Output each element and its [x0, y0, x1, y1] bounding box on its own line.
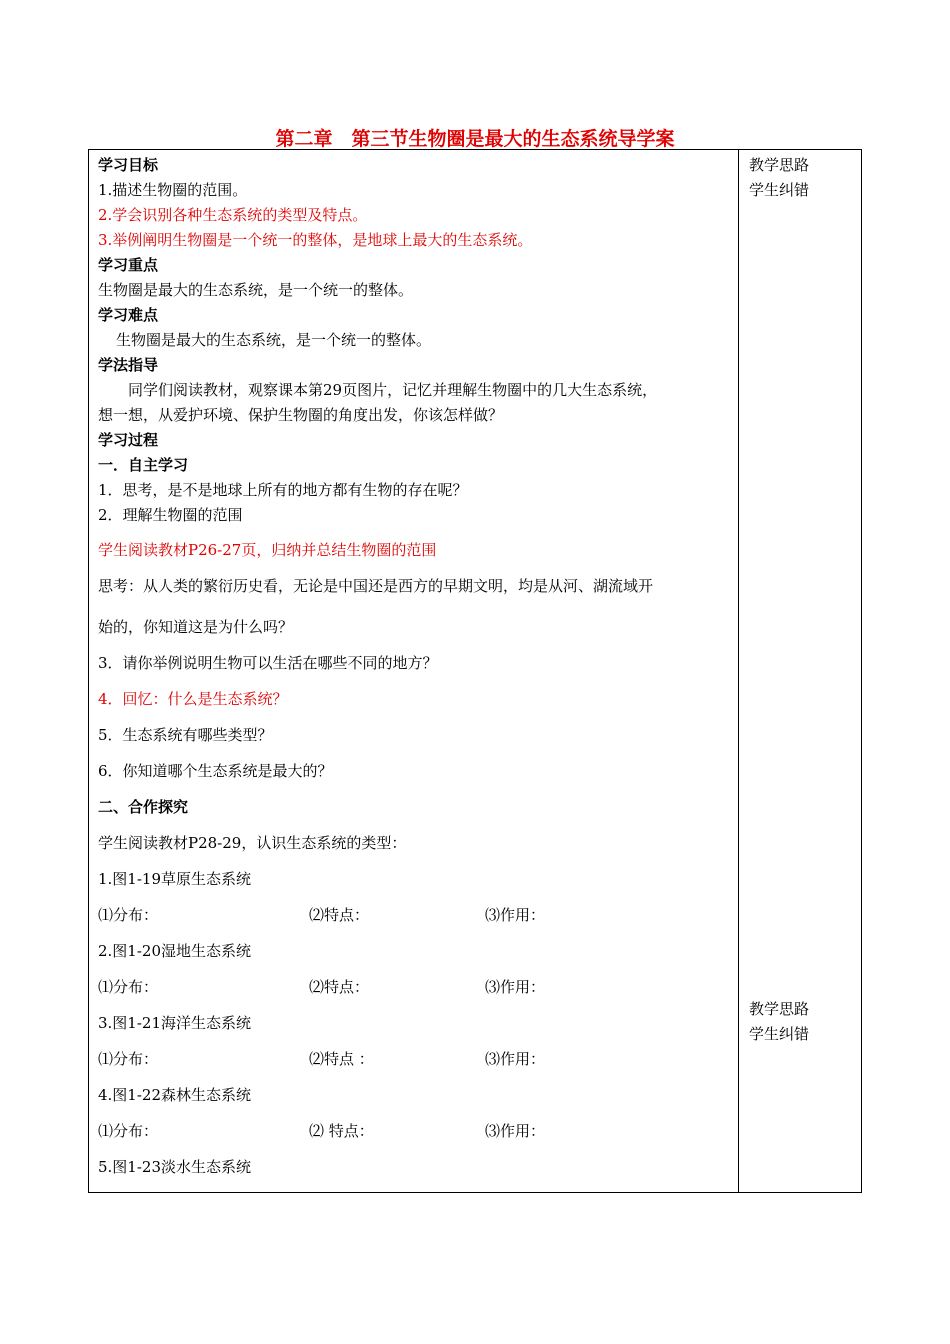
content-table	[88, 149, 862, 1193]
side-note-top	[749, 153, 809, 203]
ecosystem-wetland: 2.图1-20湿地生态系统	[98, 942, 252, 960]
field-distribution: ⑴分布：	[98, 1122, 159, 1140]
heading-cooperative-inquiry: 二、合作探究	[98, 798, 189, 816]
question-6: 6．你知道哪个生态系统是最大的？	[98, 762, 333, 780]
heading-study-guide: 学法指导	[98, 356, 159, 374]
objective-1: 1.描述生物圈的范围。	[98, 181, 248, 199]
question-3: 3．请你举例说明生物可以生活在哪些不同的地方？	[98, 654, 438, 672]
objective-3: 3.举例阐明生物圈是一个统一的整体，是地球上最大的生态系统。	[98, 231, 533, 249]
field-features: ⑵特点 ：	[309, 1050, 374, 1068]
heading-learning-objectives: 学习目标	[98, 156, 159, 174]
heading-difficulties: 学习难点	[98, 306, 159, 324]
side-note-bottom	[749, 997, 809, 1047]
field-distribution: ⑴分布：	[98, 1050, 159, 1068]
study-guide-line-1: 同学们阅读教材，观察课本第29页图片，记忆并理解生物圈中的几大生态系统，	[128, 381, 658, 399]
side-note-teaching-idea: 教学思路	[749, 156, 810, 174]
question-2: 2．理解生物圈的范围	[98, 506, 243, 524]
side-note-student-correction: 学生纠错	[749, 181, 810, 199]
ecosystem-grassland: 1.图1-19草原生态系统	[98, 870, 252, 888]
field-features: ⑵特点：	[309, 978, 370, 996]
side-note-student-correction: 学生纠错	[749, 1025, 810, 1043]
ecosystem-forest: 4.图1-22森林生态系统	[98, 1086, 252, 1104]
question-1: 1．思考，是不是地球上所有的地方都有生物的存在呢？	[98, 481, 468, 499]
study-guide-line-2: 想一想，从爱护环境、保护生物圈的角度出发，你该怎样做？	[98, 406, 504, 424]
heading-key-points: 学习重点	[98, 256, 159, 274]
inquiry-intro: 学生阅读教材P28-29，认识生态系统的类型：	[98, 834, 407, 852]
field-function: ⑶作用：	[485, 1122, 546, 1140]
objective-2: 2.学会识别各种生态系统的类型及特点。	[98, 206, 368, 224]
side-note-teaching-idea: 教学思路	[749, 1000, 810, 1018]
column-divider	[738, 150, 739, 1192]
think-line-2: 始的，你知道这是为什么吗？	[98, 618, 294, 636]
reading-task: 学生阅读教材P26-27页，归纳并总结生物圈的范围	[98, 541, 437, 559]
think-line-1: 思考：从人类的繁衍历史看，无论是中国还是西方的早期文明，均是从河、湖流域开	[98, 577, 654, 595]
field-function: ⑶作用：	[485, 906, 546, 924]
field-distribution: ⑴分布：	[98, 906, 159, 924]
question-5: 5．生态系统有哪些类型？	[98, 726, 273, 744]
field-function: ⑶作用：	[485, 1050, 546, 1068]
key-point-text: 生物圈是最大的生态系统，是一个统一的整体。	[98, 281, 414, 299]
difficulty-text: 生物圈是最大的生态系统，是一个统一的整体。	[116, 331, 432, 349]
ecosystem-ocean: 3.图1-21海洋生态系统	[98, 1014, 252, 1032]
heading-self-study: 一．自主学习	[98, 456, 189, 474]
heading-learning-process: 学习过程	[98, 431, 159, 449]
field-distribution: ⑴分布：	[98, 978, 159, 996]
field-features: ⑵ 特点：	[309, 1122, 374, 1140]
ecosystem-freshwater: 5.图1-23淡水生态系统	[98, 1158, 252, 1176]
field-features: ⑵特点：	[309, 906, 370, 924]
page-title: 第二章 第三节生物圈是最大的生态系统导学案	[275, 128, 675, 150]
question-4: 4．回忆：什么是生态系统？	[98, 690, 288, 708]
field-function: ⑶作用：	[485, 978, 546, 996]
